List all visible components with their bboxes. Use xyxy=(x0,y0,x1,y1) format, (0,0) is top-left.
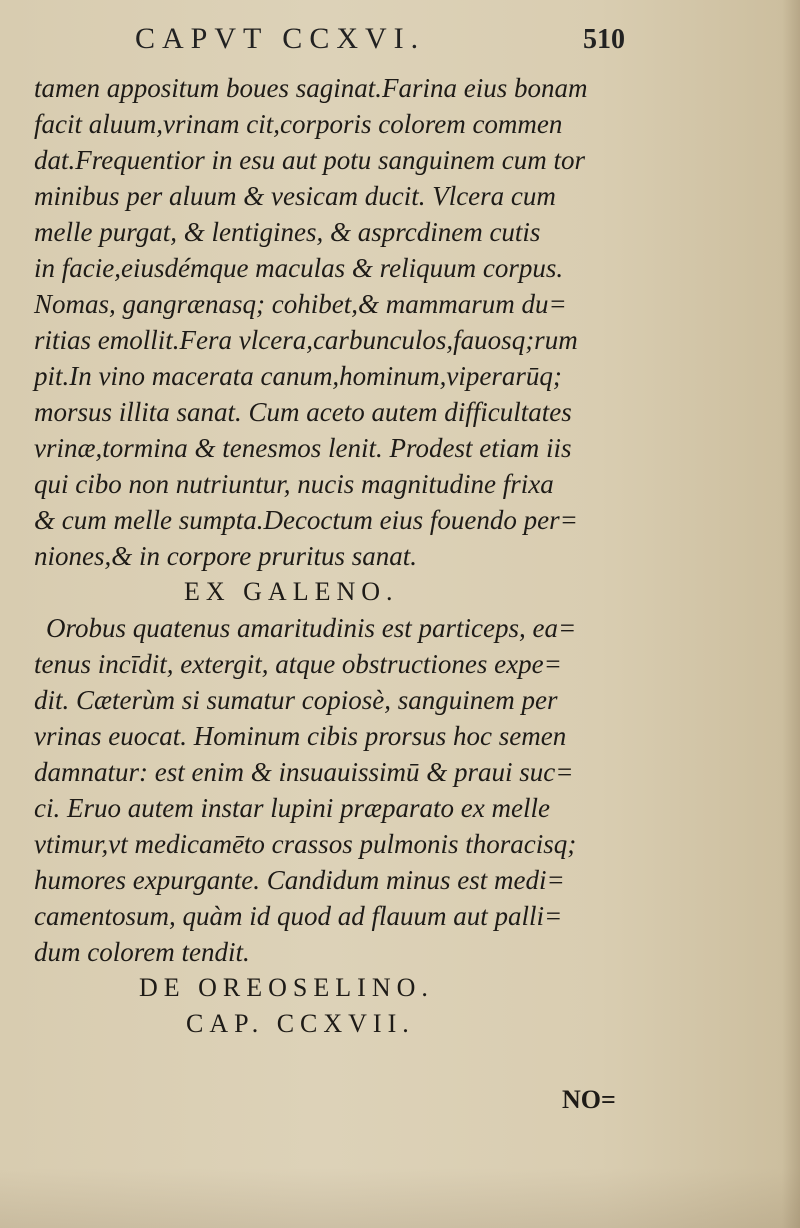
text-line: vrinæ,tormina & tenesmos lenit. Prodest etiam iis xyxy=(34,433,572,463)
chapter-number: CAP. CCXVII. xyxy=(186,1009,415,1038)
text-line: pit.In vino macerata canum,hominum,viperarūq; xyxy=(34,361,562,391)
running-head: CAPVT CCXVI. xyxy=(135,22,426,55)
text-line: humores expurgante. Candidum minus est medi= xyxy=(34,865,565,895)
text-line: dit. Cæterùm si sumatur copiosè, sanguinem per xyxy=(34,685,558,715)
text-line: ritias emollit.Fera vlcera,carbunculos,fauosq;rum xyxy=(34,325,578,355)
page-bottom-shadow xyxy=(0,1168,800,1228)
text-line: & cum melle sumpta.Decoctum eius fouendo per= xyxy=(34,505,578,535)
text-line: vtimur,vt medicamēto crassos pulmonis thoracisq; xyxy=(34,829,577,859)
text-line: Nomas, gangrænasq; cohibet,& mammarum du= xyxy=(34,289,567,319)
text-line: camentosum, quàm id quod ad flauum aut palli= xyxy=(34,901,563,931)
page-number: 510 xyxy=(583,24,625,55)
page-edge-shadow xyxy=(782,0,800,1228)
body-text xyxy=(34,70,634,1042)
text-line: vrinas euocat. Hominum cibis prorsus hoc semen xyxy=(34,721,567,751)
text-line: Orobus quatenus amaritudinis est particeps, ea= xyxy=(46,613,577,643)
text-line: dat.Frequentior in esu aut potu sanguinem cum tor xyxy=(34,145,585,175)
text-line: niones,& in corpore pruritus sanat. xyxy=(34,541,418,571)
page-header xyxy=(135,22,635,62)
chapter-heading: DE OREOSELINO. xyxy=(139,973,434,1002)
catchword: NO= xyxy=(562,1085,616,1114)
text-line: melle purgat, & lentigines, & asprcdinem cutis xyxy=(34,217,541,247)
text-line: in facie,eiusdémque maculas & reliquum corpus. xyxy=(34,253,564,283)
section-heading: EX GALENO. xyxy=(184,577,399,606)
text-line: damnatur: est enim & insuauissimū & praui suc= xyxy=(34,757,574,787)
text-line: facit aluum,vrinam cit,corporis colorem commen xyxy=(34,109,563,139)
text-line: minibus per aluum & vesicam ducit. Vlcera cum xyxy=(34,181,556,211)
text-line: morsus illita sanat. Cum aceto autem difficultates xyxy=(34,397,572,427)
text-line: tenus incīdit, extergit, atque obstructiones expe= xyxy=(34,649,562,679)
text-line: tamen appositum boues saginat.Farina eius bonam xyxy=(34,73,588,103)
text-line: dum colorem tendit. xyxy=(34,937,250,967)
text-line: qui cibo non nutriuntur, nucis magnitudine frixa xyxy=(34,469,554,499)
text-line: ci. Eruo autem instar lupini præparato ex melle xyxy=(34,793,550,823)
